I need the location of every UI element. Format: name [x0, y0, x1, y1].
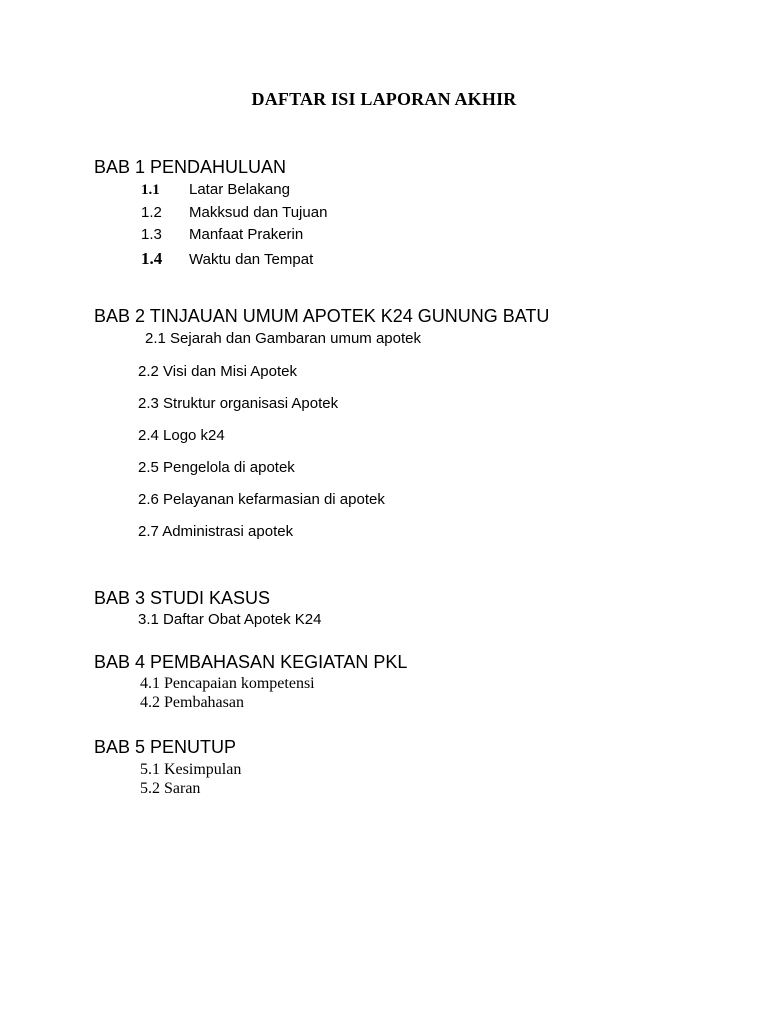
toc-entry: 3.1 Daftar Obat Apotek K24: [138, 611, 322, 628]
chapter-heading-bab5: BAB 5 PENUTUP: [94, 737, 237, 757]
toc-entry: 2.6 Pelayanan kefarmasian di apotek: [138, 491, 385, 508]
toc-entry-number: 1.3: [141, 226, 162, 243]
toc-entry-text: Waktu dan Tempat: [189, 251, 314, 268]
toc-entry: 2.7 Administrasi apotek: [138, 523, 294, 540]
chapter-heading-bab1: BAB 1 PENDAHULUAN: [94, 157, 287, 177]
toc-entry: [141, 181, 290, 199]
toc-entry: [141, 249, 313, 269]
toc-entry: 4.2 Pembahasan: [140, 694, 244, 711]
toc-entry-number: 1.2: [141, 204, 162, 221]
toc-entry-number: 1.4: [141, 249, 163, 268]
toc-entry: 2.5 Pengelola di apotek: [138, 459, 295, 476]
toc-entry: 5.1 Kesimpulan: [140, 761, 242, 778]
page-title: DAFTAR ISI LAPORAN AKHIR: [251, 89, 517, 109]
toc-entry: [141, 226, 303, 243]
toc-entry: 2.2 Visi dan Misi Apotek: [138, 363, 297, 380]
toc-entry: 5.2 Saran: [140, 780, 201, 797]
toc-entry-text: Makksud dan Tujuan: [189, 204, 328, 221]
toc-entry: [141, 204, 327, 221]
toc-entry: 2.1 Sejarah dan Gambaran umum apotek: [145, 330, 421, 347]
chapter-heading-bab2: BAB 2 TINJAUAN UMUM APOTEK K24 GUNUNG BATU: [94, 306, 550, 326]
toc-entry: 2.4 Logo k24: [138, 427, 225, 444]
chapter-heading-bab4: BAB 4 PEMBAHASAN KEGIATAN PKL: [94, 652, 408, 672]
toc-entry: 2.3 Struktur organisasi Apotek: [138, 395, 339, 412]
toc-entry: 4.1 Pencapaian kompetensi: [140, 675, 315, 692]
chapter-heading-bab3: BAB 3 STUDI KASUS: [94, 588, 271, 608]
toc-entry-text: Latar Belakang: [189, 181, 290, 198]
toc-entry-number: 1.1: [141, 182, 160, 198]
toc-entry-text: Manfaat Prakerin: [189, 226, 304, 243]
